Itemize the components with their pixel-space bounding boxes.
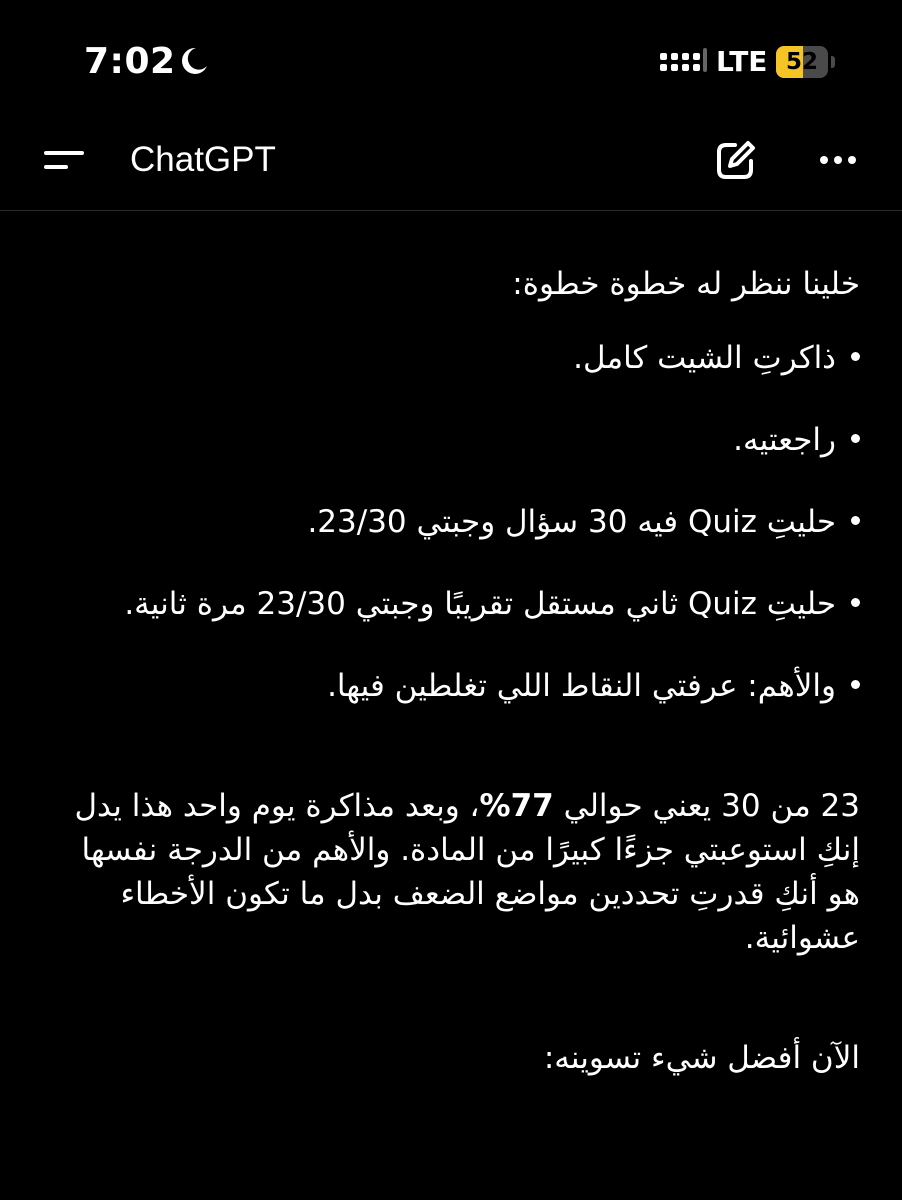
moon-icon [176,44,210,78]
list-item [60,336,860,380]
more-options-button[interactable] [810,138,866,182]
assistant-message [60,262,860,1080]
cellular-signal-icon [660,48,710,76]
message-intro: خلينا ننظر له خطوة خطوة: [512,266,860,302]
menu-icon [36,138,92,182]
status-time: 7:02 [84,41,176,82]
list-item [60,664,860,708]
bullet-dot [851,516,860,525]
list-item [60,500,860,544]
paragraph-text-start: 23 من 30 يعني حوالي [553,788,860,824]
bullet-dot [851,598,860,607]
list-item-text: ذاكرتِ الشيت كامل. [573,340,836,376]
next-paragraph: الآن أفضل شيء تسوينه: [543,1040,860,1076]
list-item [60,418,860,462]
status-bar [0,0,902,120]
battery-body [776,46,828,78]
edit-icon [708,136,764,186]
list-item-text: والأهم: عرفتي النقاط اللي تغلطين فيها. [327,668,836,704]
score-percentage: 77% [479,788,554,824]
network-type-label: LTE [716,45,768,78]
bullet-dot [851,352,860,361]
list-item-text: راجعتيه. [733,422,836,458]
steps-list [60,336,860,708]
paragraph-text-end: ، وبعد مذاكرة يوم واحد هذا يدل إنكِ استوعبتي جزءًا كبيرًا من المادة. والأهم من الدرجة نفسها هو أنكِ قدرتِ تحددين مواضع الضعف بدل ما تكون الأخطاء عشوائية. [74,788,860,956]
message-paragraph [60,784,860,960]
app-header [0,120,902,211]
battery-cap [831,56,835,68]
menu-button[interactable] [36,138,92,182]
new-chat-button[interactable] [708,136,764,186]
battery-level: 52 [785,49,818,75]
battery-indicator [776,46,838,78]
list-item [60,582,860,626]
bullet-dot [851,680,860,689]
list-item-text: حليتِ Quiz ثاني مستقل تقريبًا وجبتي 23/30 مرة ثانية. [124,586,836,622]
app-title: ChatGPT [130,140,276,179]
bullet-dot [851,434,860,443]
more-horizontal-icon [810,138,866,182]
list-item-text: حليتِ Quiz فيه 30 سؤال وجبتي 23/30. [307,504,836,540]
